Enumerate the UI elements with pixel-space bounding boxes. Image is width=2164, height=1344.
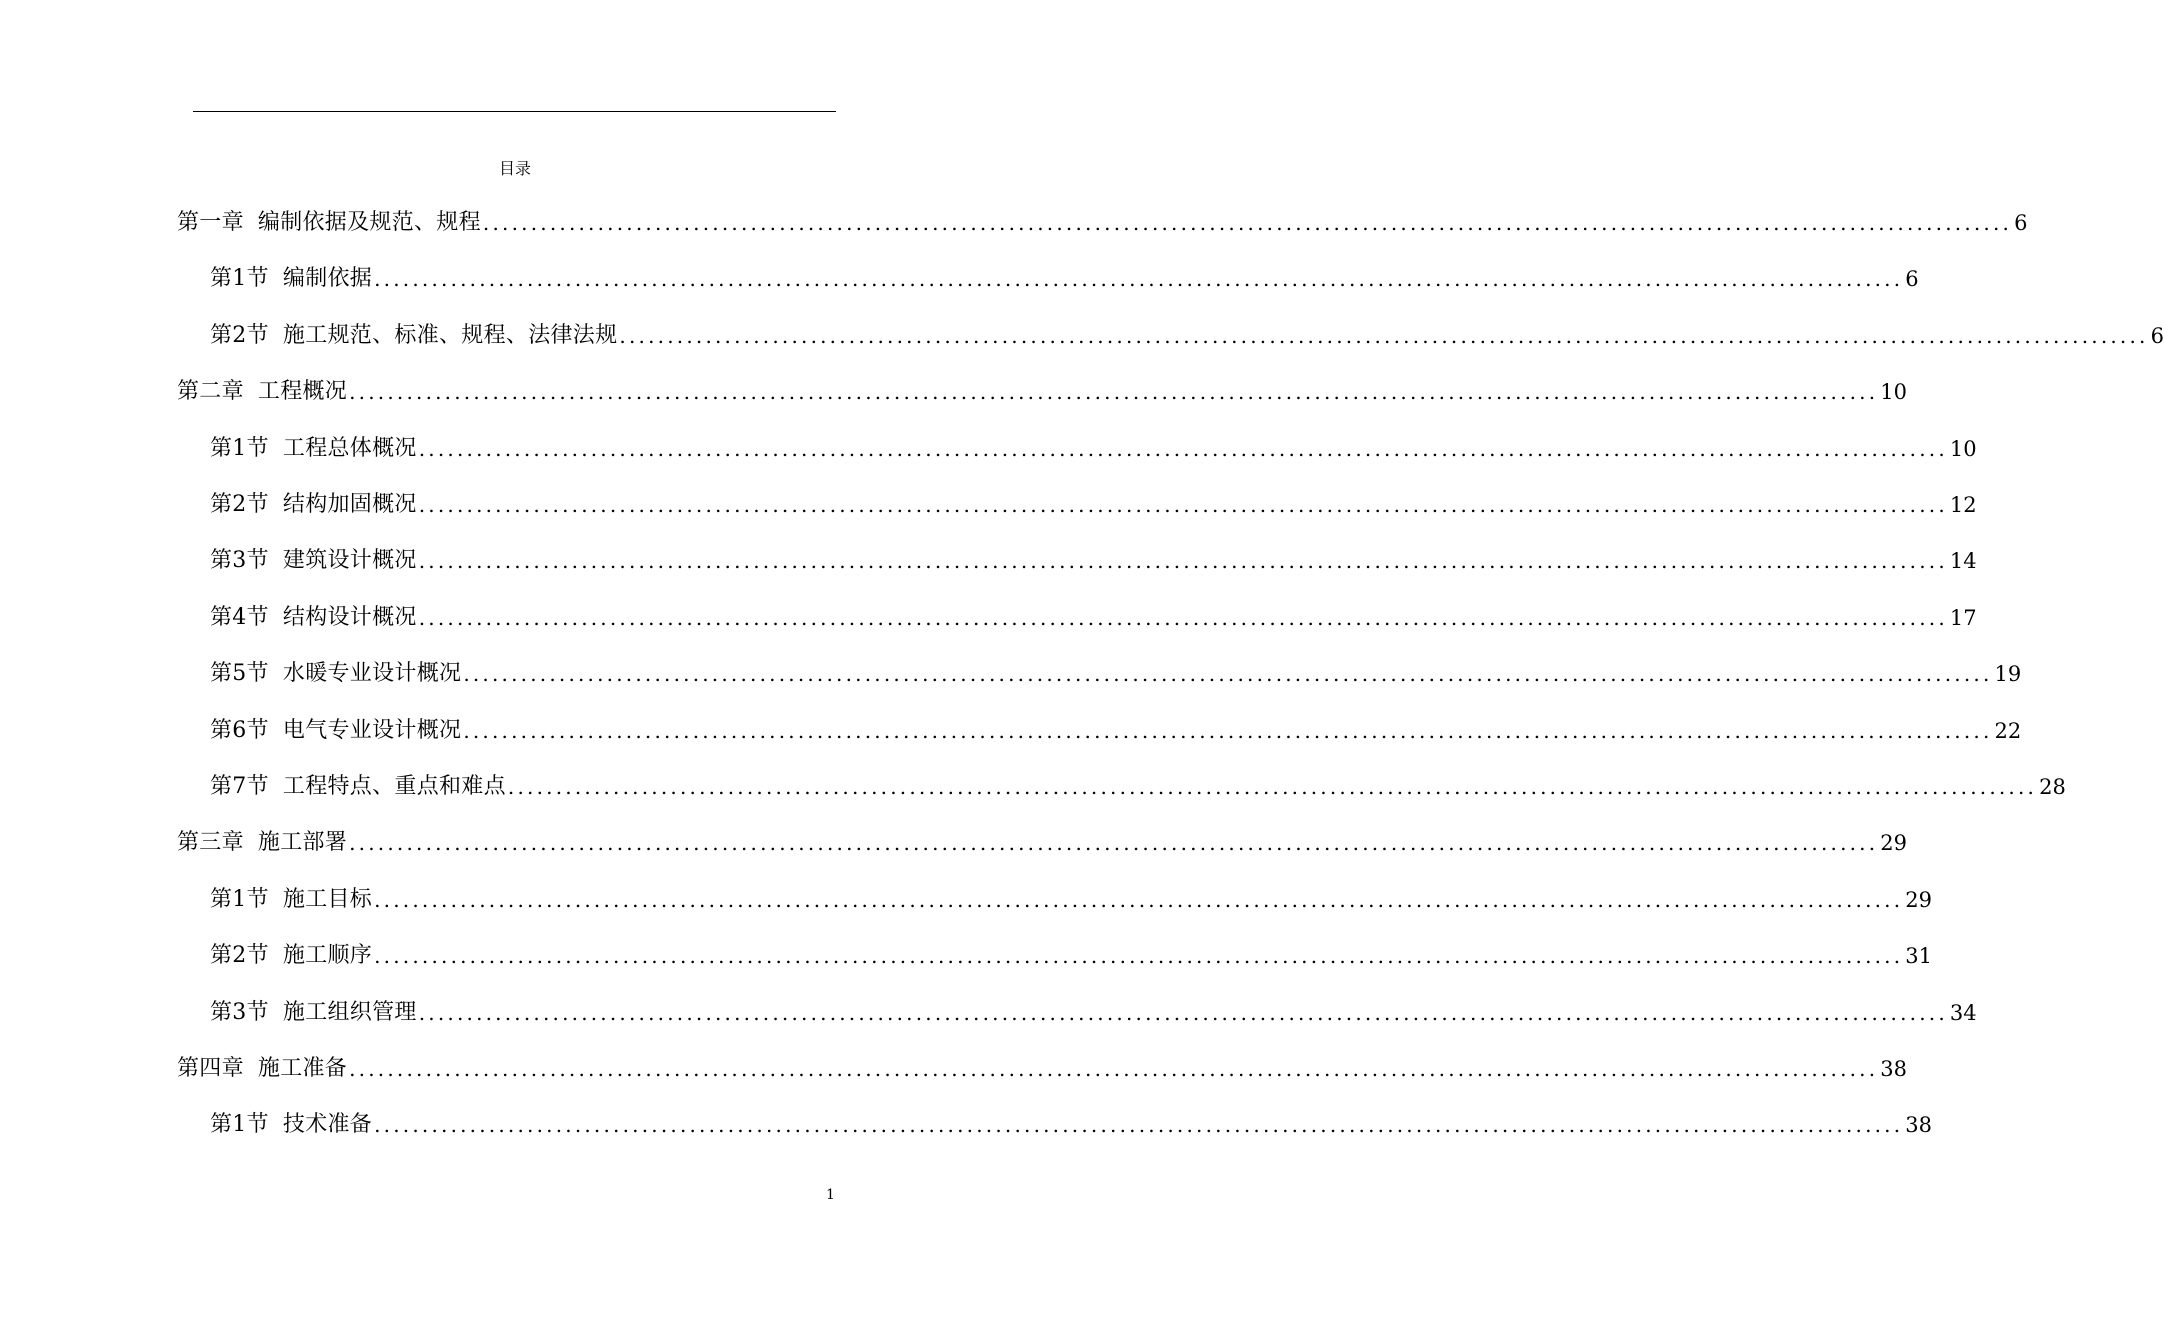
toc-chapter-entry[interactable] <box>177 207 2028 239</box>
toc-section-entry[interactable] <box>210 1109 1933 1141</box>
toc-entry-label <box>210 433 417 465</box>
toc-entry-label <box>210 263 372 295</box>
toc-entry-number: 第3节 <box>210 548 269 573</box>
toc-section-entry[interactable] <box>210 771 2066 803</box>
toc-dot-leader: ................................................................................................................................................................ <box>418 437 1948 461</box>
toc-entry-page: 29 <box>1905 888 1933 912</box>
toc-entry-page: 19 <box>1994 662 2022 686</box>
toc-entry-number: 第7节 <box>210 774 269 799</box>
toc-entry-number: 第1节 <box>210 266 269 291</box>
toc-section-entry[interactable] <box>210 658 2022 690</box>
toc-dot-leader: ................................................................................................................................................................ <box>482 211 2013 235</box>
toc-entry-number: 第3节 <box>210 1000 269 1025</box>
toc-entry-label <box>210 545 417 577</box>
toc-entry-title: 工程总体概况 <box>282 436 417 461</box>
toc-entry-label <box>177 1053 347 1085</box>
toc-dot-leader: ................................................................................................................................................................ <box>418 549 1948 573</box>
toc-entry-page: 38 <box>1880 1057 1908 1081</box>
toc-dot-leader: ................................................................................................................................................................ <box>463 719 1993 743</box>
toc-entry-title: 施工规范、标准、规程、法律法规 <box>282 323 618 348</box>
toc-entry-title: 施工组织管理 <box>282 1000 417 1025</box>
toc-chapter-entry[interactable] <box>177 1053 1908 1085</box>
toc-section-entry[interactable] <box>210 884 1933 916</box>
toc-section-entry[interactable] <box>210 545 1977 577</box>
toc-entry-title: 水暖专业设计概况 <box>282 661 462 686</box>
toc-dot-leader: ................................................................................................................................................................ <box>374 944 1904 968</box>
toc-entry-title: 电气专业设计概况 <box>282 718 462 743</box>
toc-entry-label <box>210 771 506 803</box>
toc-title: 目录 <box>498 159 531 178</box>
toc-entry-page: 6 <box>1905 267 1919 291</box>
toc-entry-number: 第2节 <box>210 492 269 517</box>
toc-dot-leader: ................................................................................................................................................................ <box>349 380 1879 404</box>
toc-entry-title: 编制依据及规范、规程 <box>257 210 481 235</box>
toc-entry-title: 工程特点、重点和难点 <box>282 774 506 799</box>
toc-dot-leader: ................................................................................................................................................................ <box>349 831 1879 855</box>
toc-entry-page: 10 <box>1880 380 1908 404</box>
toc-entry-label <box>177 376 347 408</box>
toc-dot-leader: ................................................................................................................................................................ <box>463 662 1993 686</box>
toc-entry-number: 第6节 <box>210 718 269 743</box>
toc-entry-page: 38 <box>1905 1113 1933 1137</box>
toc-entry-number: 第4节 <box>210 605 269 630</box>
toc-entry-label <box>210 884 372 916</box>
toc-entry-title: 结构设计概况 <box>282 605 417 630</box>
toc-dot-leader: ................................................................................................................................................................ <box>418 493 1948 517</box>
toc-entry-page: 6 <box>2014 211 2028 235</box>
toc-dot-leader: ................................................................................................................................................................ <box>374 267 1904 291</box>
toc-entry-title: 施工准备 <box>257 1056 348 1081</box>
toc-entry-label <box>210 489 417 521</box>
toc-entry-label <box>210 602 417 634</box>
toc-entry-page: 6 <box>2150 324 2164 348</box>
toc-section-entry[interactable] <box>210 602 1977 634</box>
toc-entry-page: 31 <box>1905 944 1933 968</box>
toc-dot-leader: ................................................................................................................................................................ <box>619 324 2149 348</box>
toc-entry-number: 第1节 <box>210 887 269 912</box>
toc-entry-label <box>210 658 461 690</box>
toc-entry-title: 工程概况 <box>257 379 348 404</box>
toc-entry-number: 第二章 <box>177 379 244 404</box>
toc-entry-page: 12 <box>1949 493 1977 517</box>
toc-section-entry[interactable] <box>210 489 1977 521</box>
toc-entry-number: 第5节 <box>210 661 269 686</box>
toc-entry-number: 第2节 <box>210 943 269 968</box>
toc-entry-page: 29 <box>1880 831 1908 855</box>
toc-section-entry[interactable] <box>210 715 2022 747</box>
toc-entry-title: 施工目标 <box>282 887 373 912</box>
toc-entry-number: 第四章 <box>177 1056 244 1081</box>
toc-entry-page: 14 <box>1949 549 1977 573</box>
toc-entry-number: 第1节 <box>210 1112 269 1137</box>
toc-entry-title: 施工部署 <box>257 830 348 855</box>
toc-dot-leader: ................................................................................................................................................................ <box>418 1001 1948 1025</box>
toc-dot-leader: ................................................................................................................................................................ <box>507 775 2038 799</box>
toc-entry-page: 28 <box>2039 775 2066 799</box>
toc-dot-leader: ................................................................................................................................................................ <box>374 1113 1904 1137</box>
toc-entry-label <box>210 1109 372 1141</box>
toc-entry-number: 第1节 <box>210 436 269 461</box>
toc-entry-label <box>210 997 417 1029</box>
toc-chapter-entry[interactable] <box>177 376 1908 408</box>
toc-dot-leader: ................................................................................................................................................................ <box>349 1057 1879 1081</box>
toc-dot-leader: ................................................................................................................................................................ <box>418 606 1948 630</box>
toc-entry-title: 编制依据 <box>282 266 373 291</box>
toc-section-entry[interactable] <box>210 320 2164 352</box>
toc-entry-label <box>177 827 347 859</box>
toc-entry-label <box>210 940 372 972</box>
toc-entry-page: 10 <box>1949 437 1977 461</box>
toc-section-entry[interactable] <box>210 433 1977 465</box>
toc-entry-label <box>210 715 461 747</box>
toc-dot-leader: ................................................................................................................................................................ <box>374 888 1904 912</box>
toc-entry-page: 22 <box>1994 719 2022 743</box>
toc-entry-number: 第三章 <box>177 830 244 855</box>
toc-section-entry[interactable] <box>210 940 1933 972</box>
toc-entry-title: 建筑设计概况 <box>282 548 417 573</box>
toc-entry-label <box>177 207 481 239</box>
toc-section-entry[interactable] <box>210 263 1919 295</box>
toc-entry-title: 结构加固概况 <box>282 492 417 517</box>
toc-entry-title: 技术准备 <box>282 1112 373 1137</box>
toc-section-entry[interactable] <box>210 997 1977 1029</box>
toc-entry-page: 17 <box>1949 606 1977 630</box>
toc-entry-number: 第一章 <box>177 210 244 235</box>
toc-entry-number: 第2节 <box>210 323 269 348</box>
toc-entry-label <box>210 320 617 352</box>
toc-chapter-entry[interactable] <box>177 827 1908 859</box>
toc-entry-title: 施工顺序 <box>282 943 373 968</box>
toc-entry-page: 34 <box>1949 1001 1977 1025</box>
page-number: 1 <box>826 1187 835 1203</box>
